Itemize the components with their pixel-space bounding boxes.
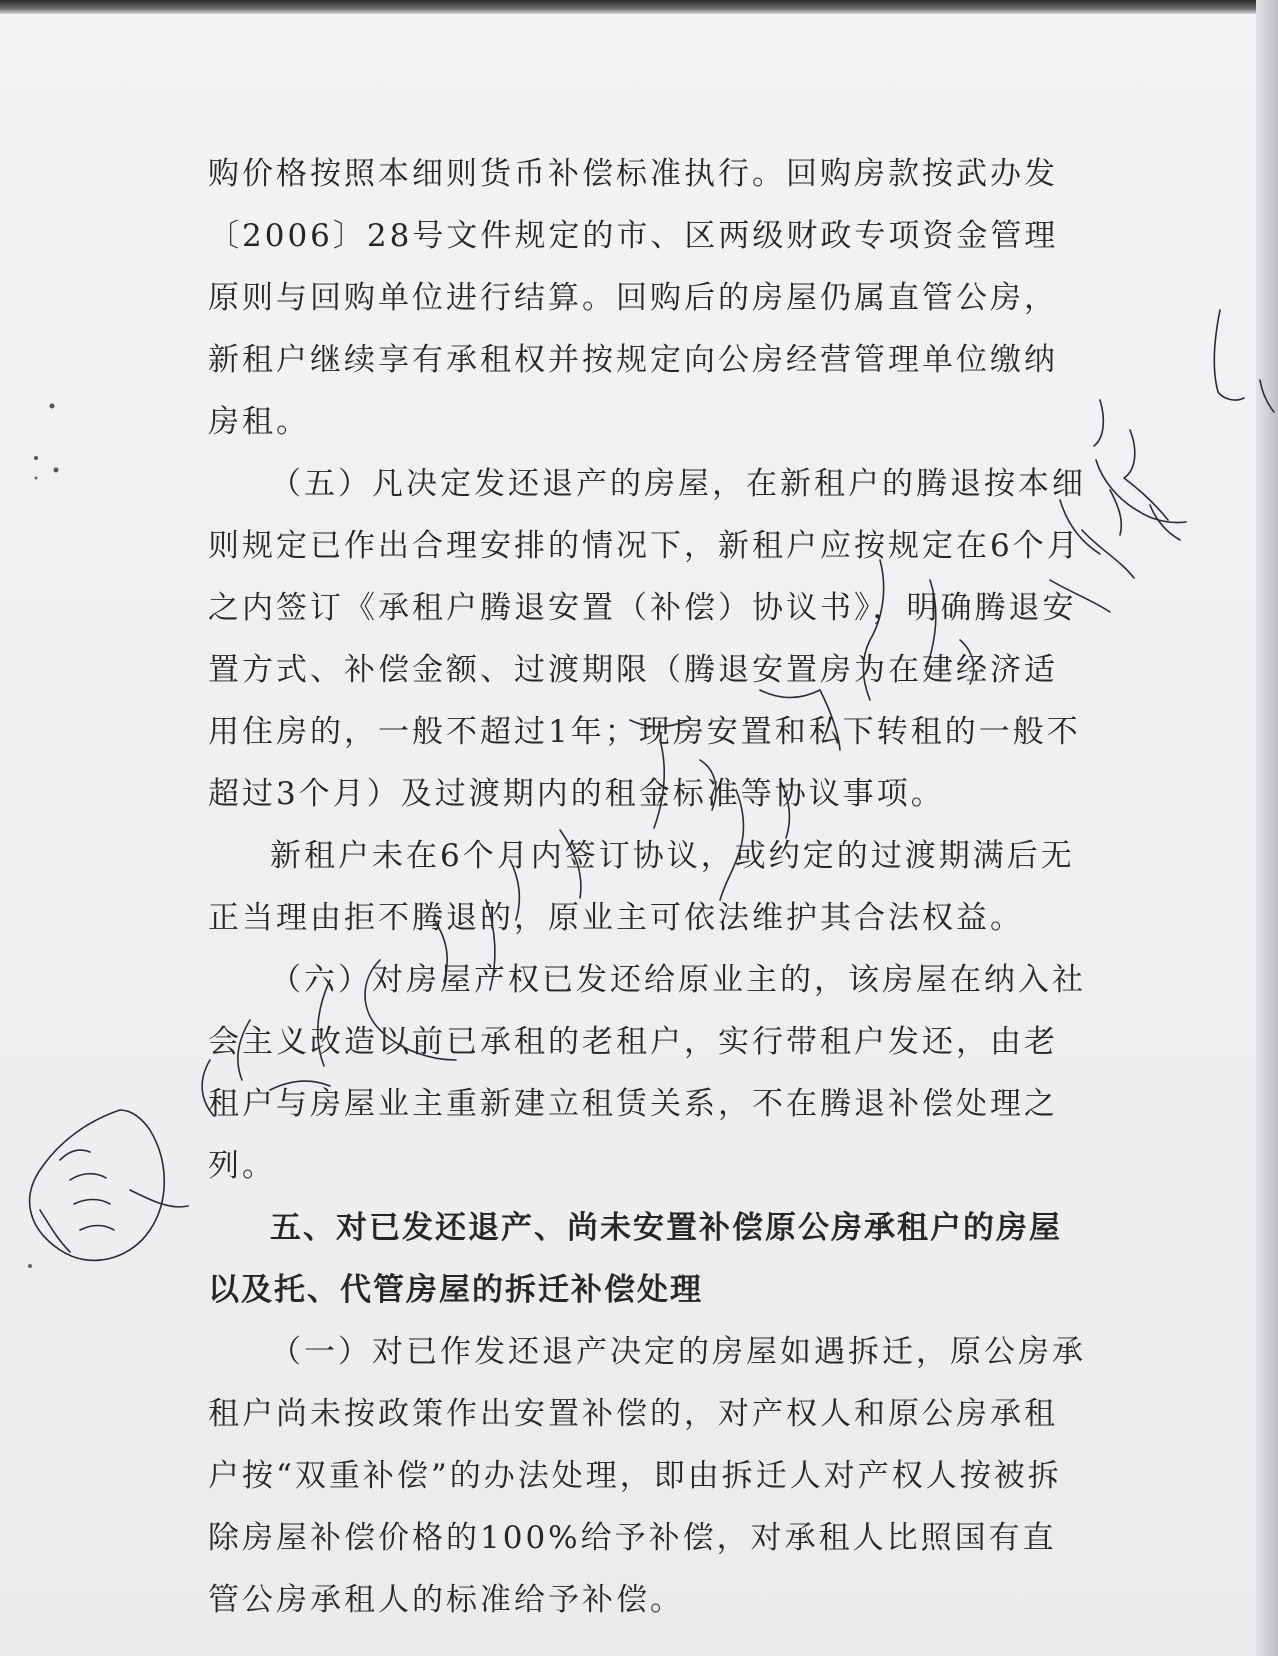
paragraph-item-6: （六）对房屋产权已发还给原业主的，该房屋在纳入社会主义改造以前已承租的老租户，实行带租户发还，由老租户与房屋业主重新建立租赁关系，不在腾退补偿处理之列。 xyxy=(208,962,1086,1184)
paragraph-new-tenant: 新租户未在6个月内签订协议，或约定的过渡期满后无正当理由拒不腾退的，原业主可依法维护其合法权益。 xyxy=(208,838,1075,936)
paragraph-section5-item-1: （一）对已作发还退产决定的房屋如遇拆迁，原公房承租户尚未按政策作出安置补偿的，对产权人和原公房承租户按“双重补偿”的办法处理，即由拆迁人对产权人按被拆除房屋补偿价格的100%给予补偿，对承租人比照国有直管公房承租人的标准给予补偿。 xyxy=(208,1334,1086,1618)
section-heading-5-continued: 以及托、代管房屋的拆迁补偿处理 xyxy=(208,1272,703,1308)
section-heading-5: 五、对已发还退产、尚未安置补偿原公房承租户的房屋 xyxy=(270,1210,1062,1246)
paragraph-continuation: 购价格按照本细则货币补偿标准执行。回购房款按武办发〔2006〕28号文件规定的市、区两级财政专项资金管理原则与回购单位进行结算。回购后的房屋仍属直管公房，新租户继续享有承租权并按规定向公房经营管理单位缴纳房租。 xyxy=(208,156,1059,440)
document-body xyxy=(208,143,1088,1631)
paragraph-item-5: （五）凡决定发还退产的房屋，在新租户的腾退按本细则规定已作出合理安排的情况下，新租户应按规定在6个月之内签订《承租户腾退安置（补偿）协议书》，明确腾退安置方式、补偿金额、过渡期限（腾退安置房为在建经济适用住房的，一般不超过1年；现房安置和私下转租的一般不超过3个月）及过渡期内的租金标准等协议事项。 xyxy=(208,466,1086,812)
